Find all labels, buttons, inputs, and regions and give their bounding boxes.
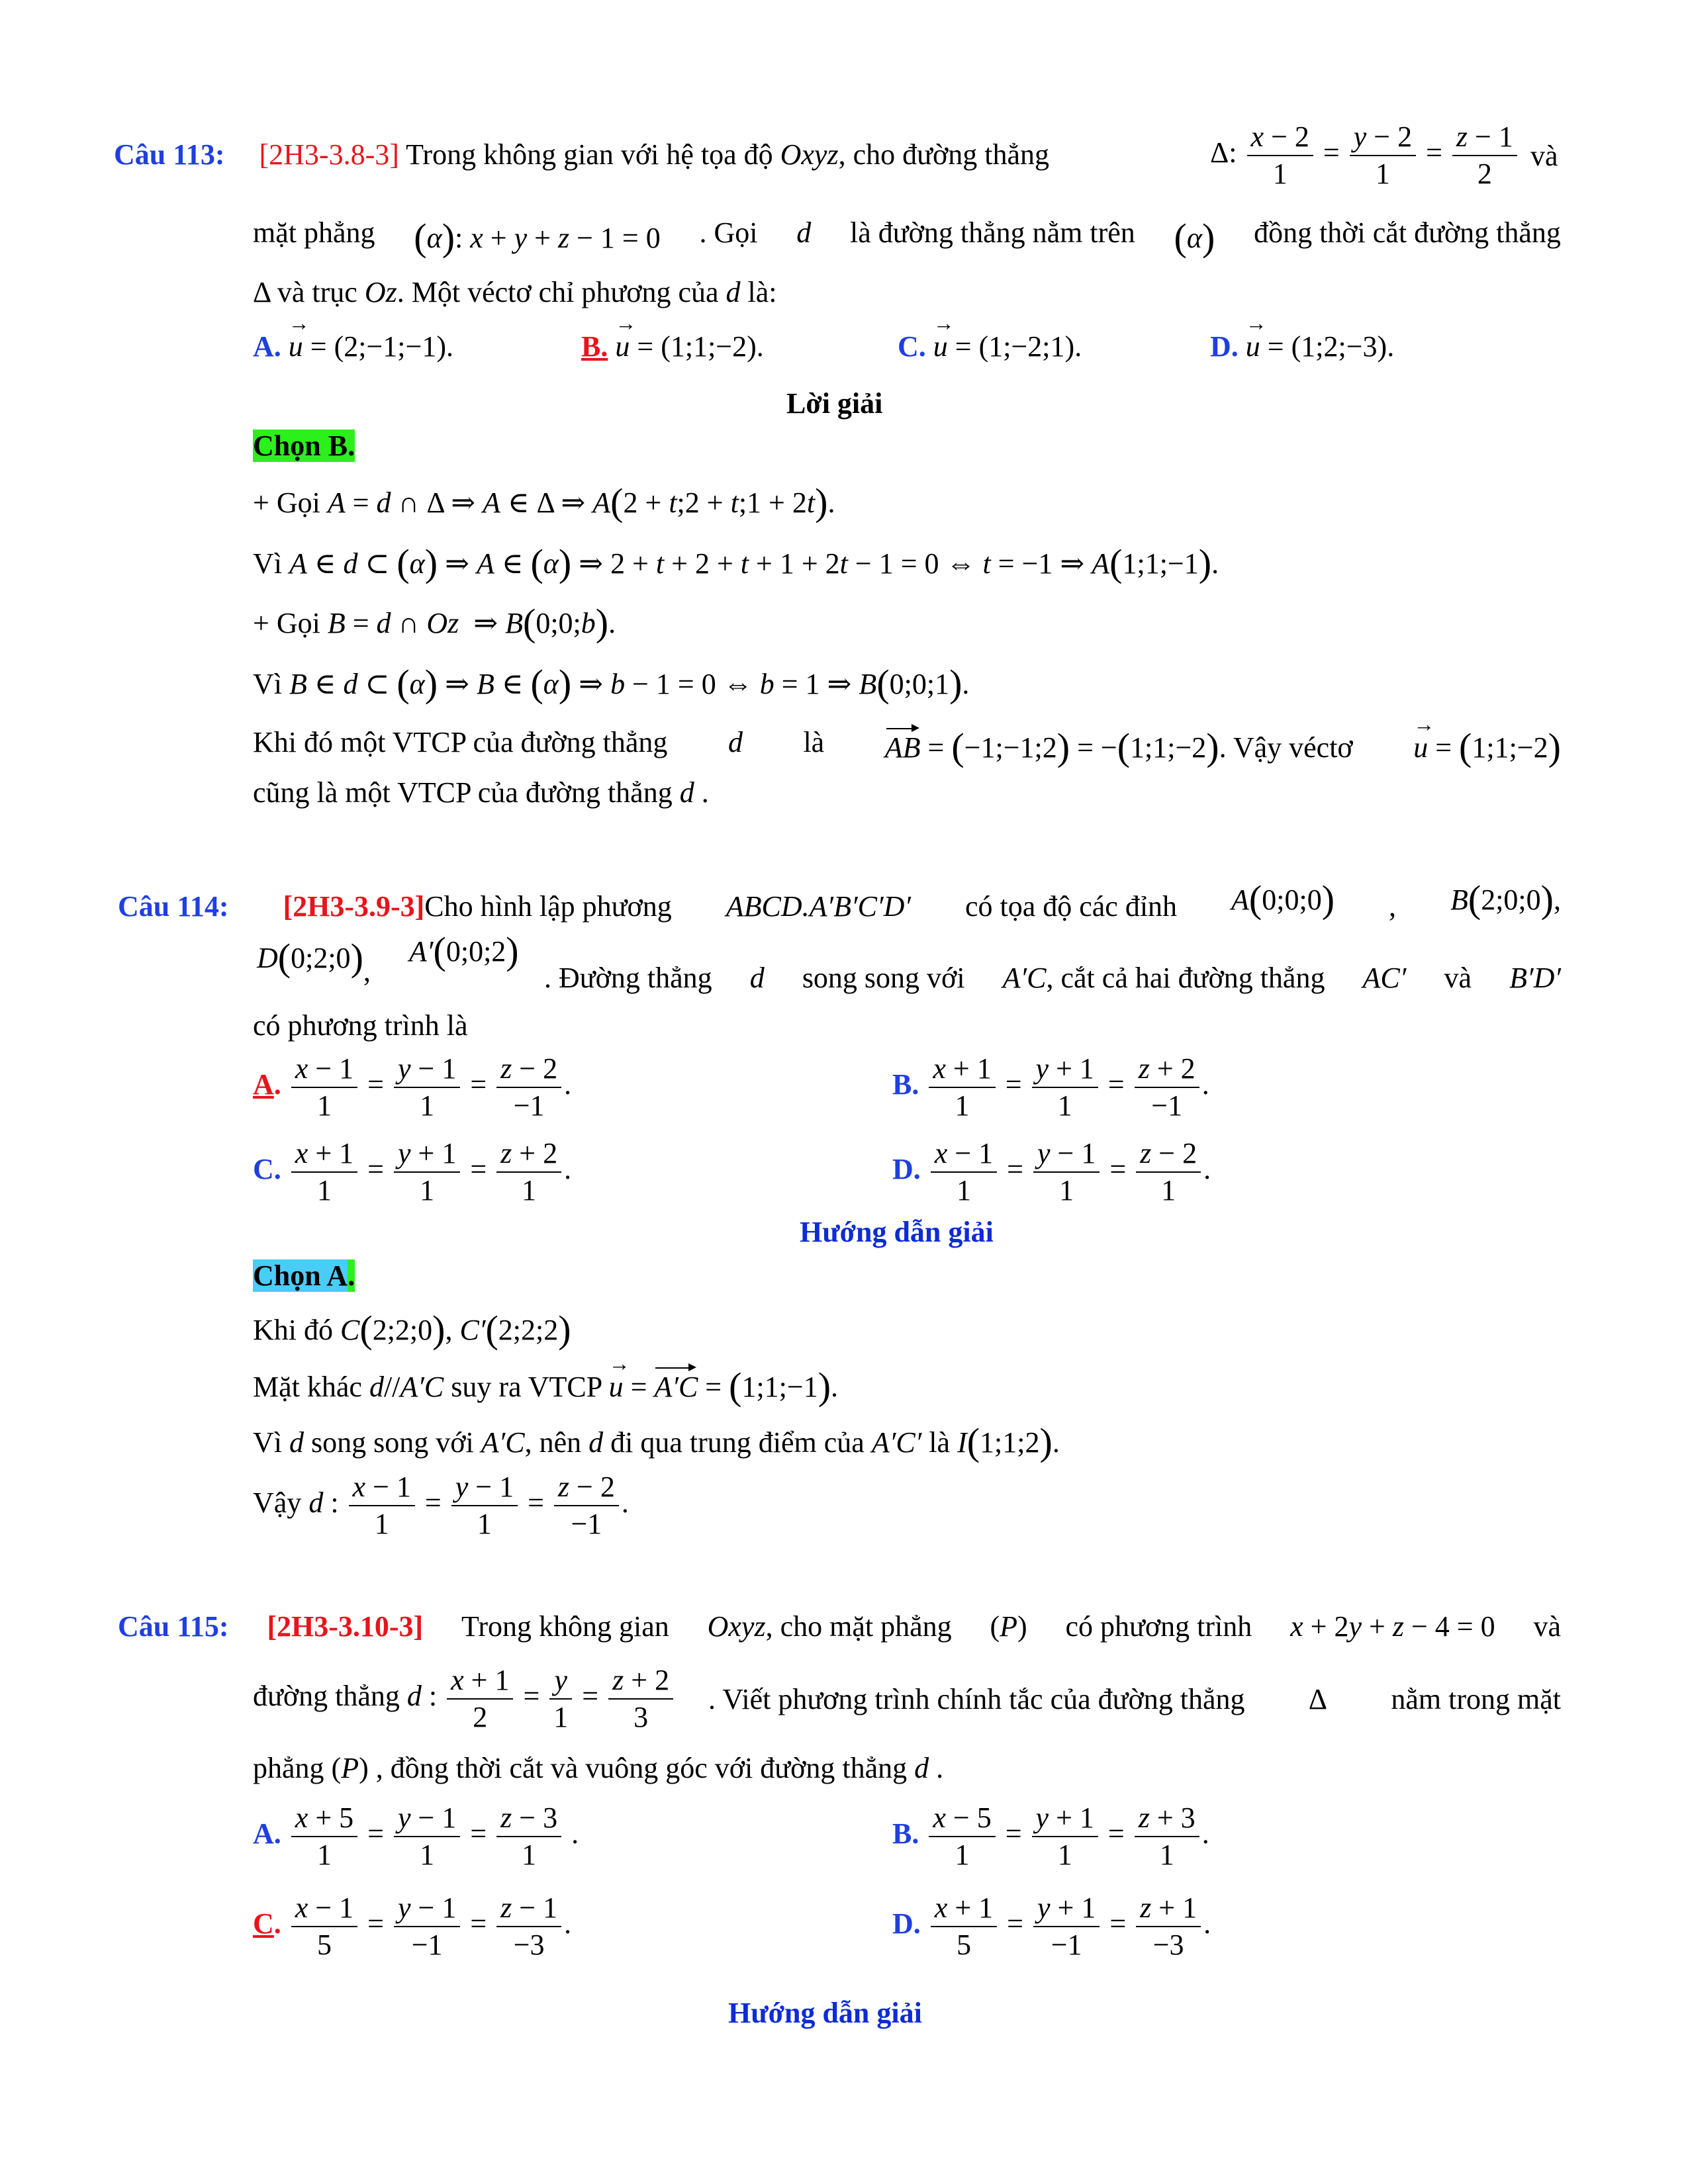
q115-line2: đường thẳng d : $\frac{x + 1}{2}$ = $\frac{y}{1}$ = $\frac{z + 2}{3}$ — [253, 1662, 676, 1735]
q114-option-c[interactable]: C. $\frac{x + 1}{1}$ = $\frac{y + 1}{1}$ = $\frac{z + 2}{1}$ . — [253, 1137, 572, 1206]
q113-tag: [2H3-3.8-3] — [259, 138, 399, 171]
q114-line2c: . Đường thẳng d song song với A′C, cắt cả hai đường thẳng AC′ và B′D′ — [544, 962, 1561, 994]
q115-option-b[interactable]: B. $\frac{x - 5}{1}$ = $\frac{y + 1}{1}$ = $\frac{z + 3}{1}$ . — [892, 1801, 1209, 1871]
q113-delta-equation: Δ: $\frac{x - 2}{1}$ = $\frac{y - 2}{1}$ = $\frac{z - 1}{2}$ — [1210, 119, 1520, 191]
q113-answer: Chọn B. — [253, 430, 355, 462]
q113-step1: + Gọi A = d ∩ Δ ⇒ A ∈ Δ ⇒ A(2 + t;2 + t;1 + 2t). — [253, 480, 835, 523]
q113-step3: + Gọi B = d ∩ Oz ⇒ B(0;0;b). — [253, 601, 616, 644]
q114-option-a[interactable]: A. $\frac{x - 1}{1}$ = $\frac{y - 1}{1}$ = $\frac{z - 2}{-1}$ . — [253, 1052, 572, 1122]
q113-line3: Δ và trục Oz. Một véctơ chỉ phương của d là: — [253, 276, 777, 308]
q113-step2: Vì A ∈ d ⊂ (α) ⇒ A ∈ (α) ⇒ 2 + t + 2 + t + 1 + 2t − 1 = 0 ⇔ t = −1 ⇒ A(1;1;−1). — [253, 541, 1219, 584]
q114-step2: Mặt khác d//A′C suy ra VTCP → u = A′C = (1;1;−1). — [253, 1367, 838, 1406]
q113-solution-title: Lời giải — [786, 387, 883, 420]
q115-option-c[interactable]: C. $\frac{x - 1}{5}$ = $\frac{y - 1}{-1}$ = $\frac{z - 1}{-3}$ . — [253, 1891, 572, 1961]
q114-line1: Câu 114: [2H3-3.9-3]Cho hình lập phương ABCD.A′B′C′D′ có tọa độ các đỉnh A(0;0;0) , B(2;0;0), — [118, 878, 1561, 923]
q113-step6: cũng là một VTCP của đường thẳng d . — [253, 776, 709, 809]
q113-line1: Câu 113: [2H3-3.8-3] Trong không gian với hệ tọa độ Oxyz, cho đường thẳng — [114, 138, 1049, 171]
q114-line3: có phương trình là — [253, 1009, 468, 1042]
q115-option-d[interactable]: D. $\frac{x + 1}{5}$ = $\frac{y + 1}{-1}$ = $\frac{z + 1}{-3}$ . — [892, 1891, 1211, 1961]
q115-option-a[interactable]: A. $\frac{x + 5}{1}$ = $\frac{y - 1}{1}$ = $\frac{z - 3}{1}$ . — [253, 1801, 579, 1871]
q113-option-a[interactable]: A. → u = (2;−1;−1). — [253, 332, 453, 361]
q114-answer: Chọn A. — [253, 1259, 355, 1292]
q114-step1: Khi đó C(2;2;0), C′(2;2;2) — [253, 1308, 571, 1351]
q114-option-d[interactable]: D. $\frac{x - 1}{1}$ = $\frac{y - 1}{1}$ = $\frac{z - 2}{1}$ . — [892, 1137, 1211, 1206]
q114-solution-title: Hướng dẫn giải — [800, 1216, 994, 1248]
q114-step3: Vì d song song với A′C, nên d đi qua trung điểm của A′C′ là I(1;1;2). — [253, 1420, 1060, 1463]
q113-and: và — [1530, 140, 1558, 172]
q113-intro: Trong không gian với hệ tọa độ — [406, 138, 773, 171]
q113-option-b[interactable]: B. → u = (1;1;−2). — [581, 332, 764, 361]
q113-step4: Vì B ∈ d ⊂ (α) ⇒ B ∈ (α) ⇒ b − 1 = 0 ⇔ b = 1 ⇒ B(0;0;1). — [253, 662, 970, 705]
q115-line3: phẳng (P) , đồng thời cắt và vuông góc với đường thẳng d . — [253, 1752, 944, 1784]
q114-option-b[interactable]: B. $\frac{x + 1}{1}$ = $\frac{y + 1}{1}$ = $\frac{z + 2}{-1}$ . — [892, 1052, 1209, 1122]
q113-option-c[interactable]: C. → u = (1;−2;1). — [898, 332, 1082, 361]
q114-line2a: D(0;2;0), — [257, 936, 371, 987]
q113-step5: Khi đó một VTCP của đường thẳng d là AB = (−1;−1;2) = −(1;1;−2). Vậy véctơ → u = (1;1;−2) — [253, 728, 1561, 766]
q115-line1: Câu 115: [2H3-3.10-3] Trong không gian Oxyz, cho mặt phẳng (P) có phương trình x + 2y + z − 4 = 0 và — [118, 1610, 1561, 1643]
q115-solution-title: Hướng dẫn giải — [728, 1997, 922, 2029]
q113-option-d[interactable]: D. → u = (1;2;−3). — [1210, 332, 1394, 361]
q115-line2b: . Viết phương trình chính tắc của đường thẳng Δ nằm trong mặt — [708, 1683, 1561, 1715]
q114-step4: Vậy d : $\frac{x - 1}{1}$ = $\frac{y - 1}{1}$ = $\frac{z - 2}{-1}$ . — [253, 1471, 629, 1540]
q113-line2: mặt phẳng (α): x + y + z − 1 = 0 . Gọi d là đường thẳng nằm trên (α) đồng thời cắt đường thẳng — [253, 216, 1561, 259]
q113-number: Câu 113: — [114, 138, 225, 171]
q114-line2b: A′(0;0;2) — [409, 929, 519, 972]
